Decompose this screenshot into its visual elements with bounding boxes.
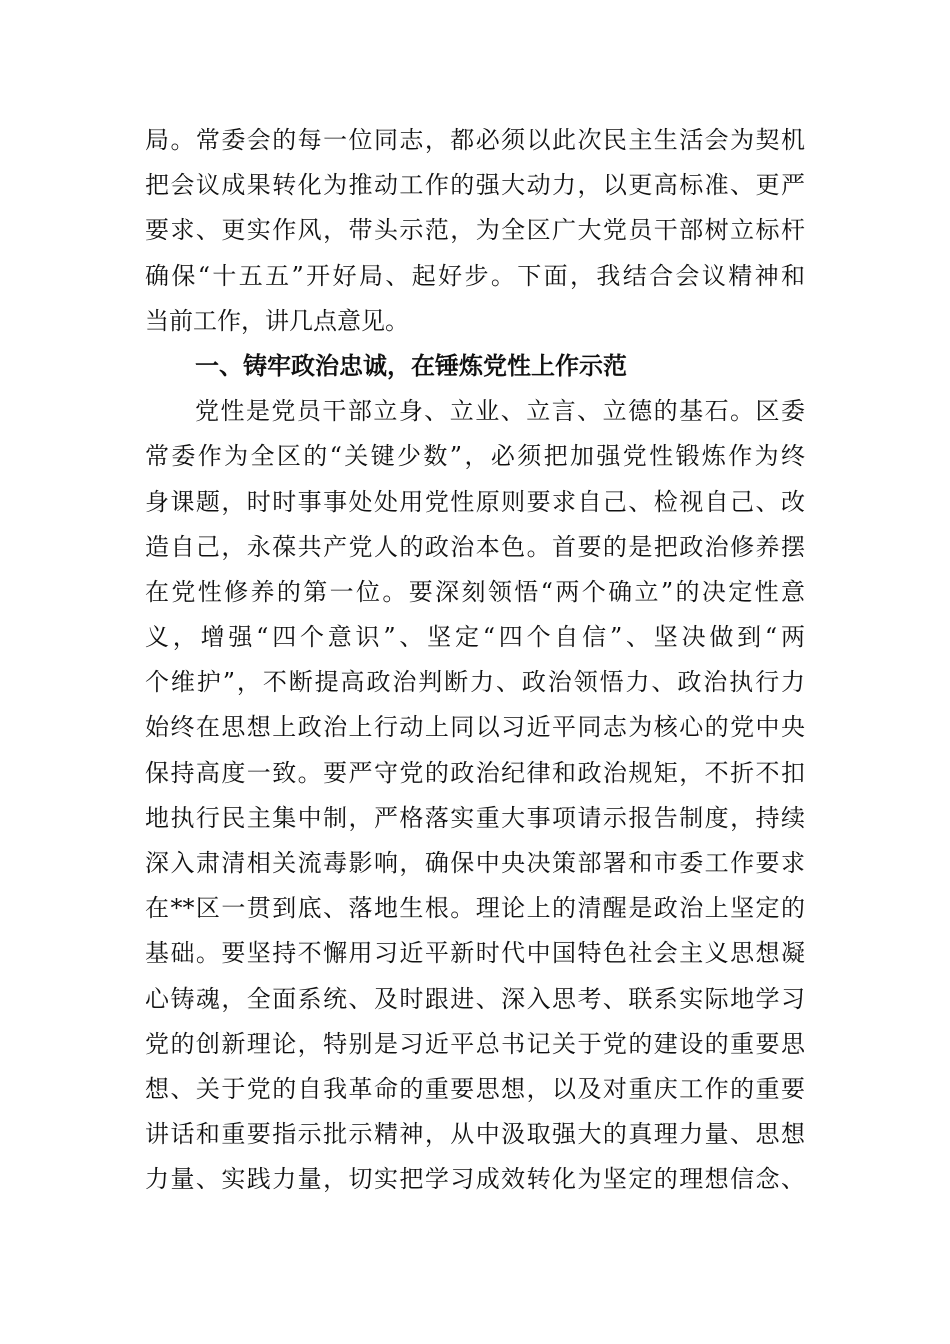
text-line: 基础。要坚持不懈用习近平新时代中国特色社会主义思想凝 bbox=[145, 939, 805, 968]
text-line: 心铸魂，全面系统、及时跟进、深入思考、联系实际地学习 bbox=[145, 984, 805, 1013]
text-line: 保持高度一致。要严守党的政治纪律和政治规矩，不折不扣 bbox=[145, 758, 805, 787]
text-line: 深入肃清相关流毒影响，确保中央决策部署和市委工作要求 bbox=[145, 849, 805, 877]
text-line: 义，增强“四个意识”、坚定“四个自信”、坚决做到“两 bbox=[145, 623, 805, 652]
text-line: 始终在思想上政治上行动上同以习近平同志为核心的党中央 bbox=[145, 713, 805, 742]
text-line: 身课题，时时事事处处用党性原则要求自己、检视自己、改 bbox=[145, 487, 805, 516]
text-line: 地执行民主集中制，严格落实重大事项请示报告制度，持续 bbox=[145, 803, 805, 832]
text-line: 在党性修养的第一位。要深刻领悟“两个确立”的决定性意 bbox=[145, 577, 805, 606]
text-line: 局。常委会的每一位同志，都必须以此次民主生活会为契机 bbox=[145, 126, 805, 154]
text-line: 常委作为全区的“关键少数”，必须把加强党性锻炼作为终 bbox=[145, 442, 805, 471]
text-line: 造自己，永葆共产党人的政治本色。首要的是把政治修养摆 bbox=[145, 532, 805, 561]
text-line: 党性是党员干部立身、立业、立言、立德的基石。区委 bbox=[195, 397, 805, 426]
text-line: 个维护”，不断提高政治判断力、政治领悟力、政治执行力 bbox=[145, 668, 805, 697]
section-heading: 一、铸牢政治忠诚，在锤炼党性上作示范 bbox=[195, 351, 627, 380]
document-page bbox=[145, 118, 805, 1203]
text-line: 党的创新理论，特别是习近平总书记关于党的建设的重要思 bbox=[145, 1029, 805, 1058]
text-line: 讲话和重要指示批示精神，从中汲取强大的真理力量、思想 bbox=[145, 1120, 805, 1149]
text-line: 要求、更实作风，带头示范，为全区广大党员干部树立标杆 bbox=[145, 216, 805, 245]
text-line: 在**区一贯到底、落地生根。理论上的清醒是政治上坚定的 bbox=[145, 894, 805, 923]
text-line: 当前工作，讲几点意见。 bbox=[145, 306, 409, 335]
text-line: 力量、实践力量，切实把学习成效转化为坚定的理想信念、 bbox=[145, 1165, 805, 1194]
text-line: 确保“十五五”开好局、起好步。下面，我结合会议精神和 bbox=[145, 261, 805, 290]
text-line: 把会议成果转化为推动工作的强大动力，以更高标准、更严 bbox=[145, 171, 805, 200]
text-line: 想、关于党的自我革命的重要思想，以及对重庆工作的重要 bbox=[145, 1074, 805, 1103]
